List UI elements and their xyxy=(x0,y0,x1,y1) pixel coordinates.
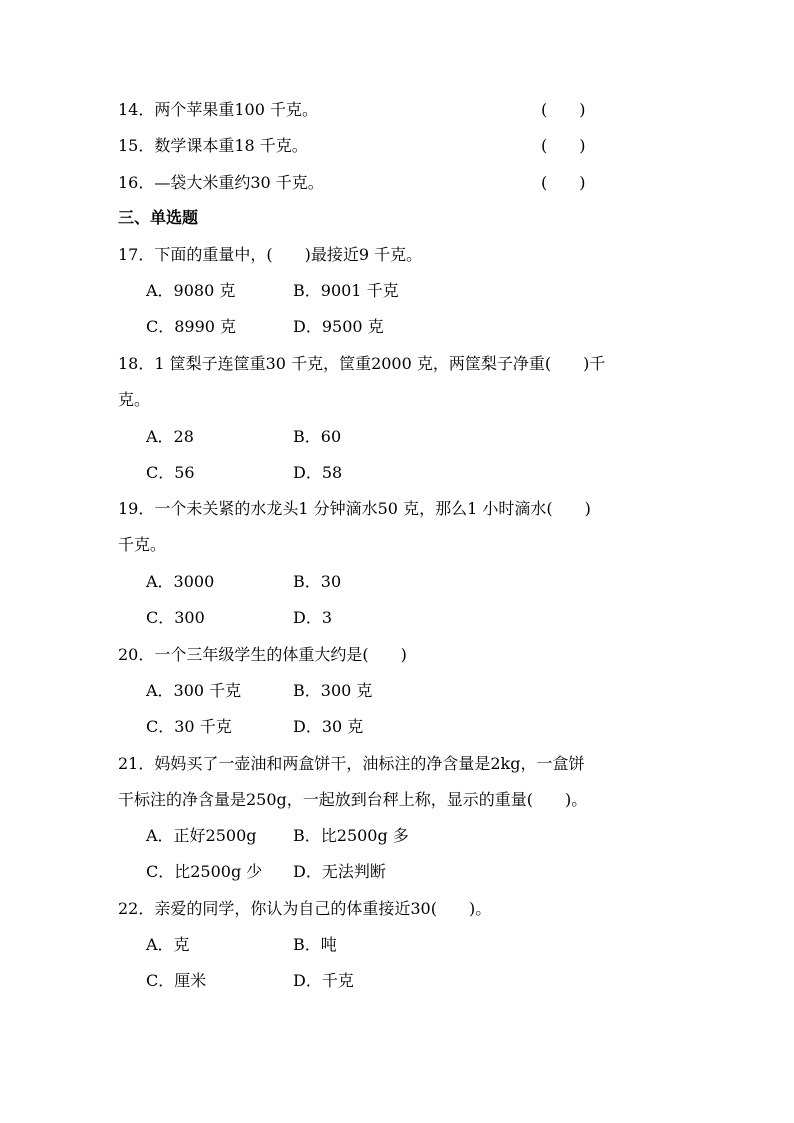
option-a: A．300 千克 xyxy=(146,681,242,700)
option-b: B．60 xyxy=(293,427,342,446)
section-title: 三、单选题 xyxy=(118,208,199,227)
tf-question-text: 15．数学课本重18 千克。 xyxy=(118,136,308,155)
tf-answer-blank: ( ) xyxy=(541,173,586,192)
option-d: D．3 xyxy=(293,608,333,627)
option-c: C．56 xyxy=(146,463,195,482)
question-text: 20．一个三年级学生的体重大约是( ) xyxy=(118,645,407,664)
question-text: 21．妈妈买了一壶油和两盒饼干，油标注的净含量是2kg，一盒饼 xyxy=(118,754,585,773)
tf-answer-blank: ( ) xyxy=(541,136,586,155)
option-d: D．千克 xyxy=(293,971,354,990)
tf-answer-blank: ( ) xyxy=(541,100,586,119)
option-c: C．厘米 xyxy=(146,971,207,990)
option-a: A．克 xyxy=(146,935,190,954)
option-b: B．300 克 xyxy=(293,681,373,700)
question-text-continued: 千克。 xyxy=(118,535,167,554)
option-d: D．58 xyxy=(293,463,343,482)
option-b: B．30 xyxy=(293,572,342,591)
option-a: A．9080 克 xyxy=(146,281,236,300)
question-text-continued: 克。 xyxy=(118,390,151,409)
option-a: A．3000 xyxy=(146,572,215,591)
option-c: C．300 xyxy=(146,608,205,627)
option-c: C．30 千克 xyxy=(146,717,232,736)
option-b: B．9001 千克 xyxy=(293,281,399,300)
option-d: D．9500 克 xyxy=(293,317,384,336)
option-c: C．8990 克 xyxy=(146,317,237,336)
tf-question-text: 14．两个苹果重100 千克。 xyxy=(118,100,318,119)
option-a: A．28 xyxy=(146,427,194,446)
question-text-continued: 干标注的净含量是250g，一起放到台秤上称，显示的重量( )。 xyxy=(118,790,588,809)
question-text: 18．1 筐梨子连筐重30 千克，筐重2000 克，两筐梨子净重( )千 xyxy=(118,354,606,373)
option-d: D．30 克 xyxy=(293,717,364,736)
question-text: 19．一个未关紧的水龙头1 分钟滴水50 克，那么1 小时滴水( ) xyxy=(118,499,591,518)
question-text: 22．亲爱的同学，你认为自己的体重接近30( )。 xyxy=(118,899,492,918)
option-a: A．正好2500g xyxy=(146,826,257,845)
option-b: B．比2500g 多 xyxy=(293,826,409,845)
tf-question-text: 16．—袋大米重约30 千克。 xyxy=(118,173,324,192)
option-c: C．比2500g 少 xyxy=(146,862,263,881)
option-d: D．无法判断 xyxy=(293,862,386,881)
question-text: 17．下面的重量中，( )最接近9 千克。 xyxy=(118,245,423,264)
option-b: B．吨 xyxy=(293,935,337,954)
